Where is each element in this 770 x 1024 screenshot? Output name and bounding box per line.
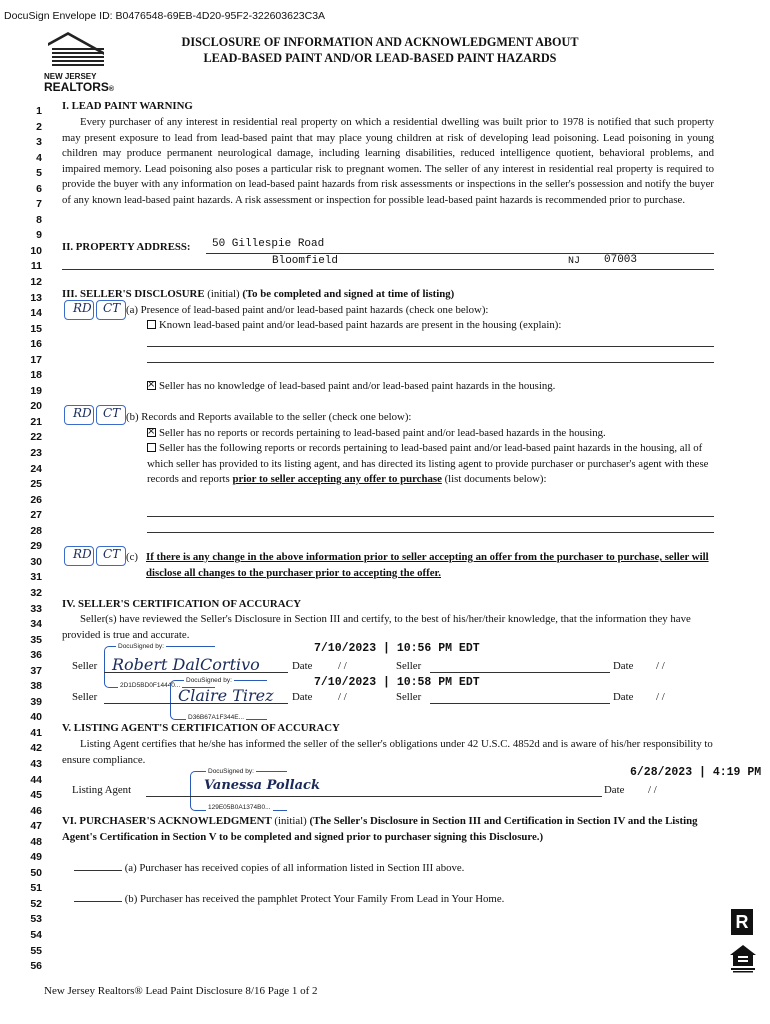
initial-seller2-c: CT	[103, 547, 121, 561]
section3-b-opt2-a: Seller has the following reports or records pertaining to lead-based paint and/or lead-based paint hazards in the housing, all of which seller has provided to its listing agent, and has directed its listing agent to provide purchaser or purchaser's agent with these records and reports	[147, 442, 709, 485]
initial-box-seller2-a[interactable]	[96, 300, 126, 320]
line-number: 15	[30, 322, 42, 335]
seller3-date-slashes: / /	[656, 660, 665, 672]
seller4-date-slashes: / /	[656, 691, 665, 703]
explain-line2	[147, 361, 714, 363]
seller3-signature-line[interactable]	[430, 672, 610, 673]
agent-date-label: Date	[604, 784, 625, 796]
line-number: 26	[30, 493, 42, 506]
page-footer: New Jersey Realtors® Lead Paint Disclosure 8/16 Page 1 of 2	[44, 985, 318, 997]
initial-box-seller1-b[interactable]	[64, 405, 94, 425]
line-number: 23	[30, 447, 42, 460]
line-number: 44	[30, 773, 42, 786]
initial-seller1-a: RD	[73, 301, 92, 315]
explain-line1	[147, 345, 714, 347]
seller3-label: Seller	[396, 660, 422, 672]
line-number: 34	[30, 618, 42, 631]
address-city[interactable]: Bloomfield	[272, 255, 339, 267]
section4-text: Seller(s) have reviewed the Seller's Disclosure in Section III and certify, to the best of his/her/their knowledge, that the information they have provided is true and accurate.	[62, 613, 691, 641]
seller1-signature: Robert DalCortivo	[112, 655, 260, 674]
line-number: 12	[30, 276, 42, 289]
line-number: 8	[36, 213, 42, 226]
line-number: 17	[30, 353, 42, 366]
line-number: 28	[30, 524, 42, 537]
line-number: 38	[30, 680, 42, 693]
address-street[interactable]: 50 Gillespie Road	[212, 238, 325, 250]
section3-b-opt1: Seller has no reports or records pertaining to lead-based paint and/or lead-based hazards in the housing.	[159, 427, 606, 439]
section5-text: Listing Agent certifies that he/she has informed the seller of the seller's obligations under 42 U.S.C. 4852d and is aware of his/her responsibility to ensure compliance.	[62, 738, 713, 766]
purchaser-initial-b[interactable]	[74, 901, 122, 902]
line-number: 35	[30, 633, 42, 646]
seller4-date-label: Date	[613, 691, 634, 703]
section6-a-row	[74, 861, 464, 877]
line-number: 22	[30, 431, 42, 444]
line-number: 49	[30, 851, 42, 864]
initial-box-seller1-c[interactable]	[64, 546, 94, 566]
section3-b-opt1-row	[147, 426, 606, 442]
line-number: 33	[30, 602, 42, 615]
logo-line2: REALTORS	[44, 80, 109, 94]
agent-docusigned-label: DocuSigned by:	[208, 768, 254, 775]
section2-heading: II. PROPERTY ADDRESS:	[62, 241, 191, 253]
checkbox-b-no-reports[interactable]	[147, 428, 156, 437]
line-number: 6	[36, 182, 42, 195]
logo-mark: ®	[108, 86, 115, 93]
initial-seller1-c: RD	[73, 547, 92, 561]
initial-box-seller2-c[interactable]	[96, 546, 126, 566]
envelope-id: DocuSign Envelope ID: B0476548-69EB-4D20-95F2-322603623C3A	[4, 10, 326, 22]
line-number: 21	[30, 415, 42, 428]
line-number: 40	[30, 711, 42, 724]
initial-seller1-b: RD	[73, 406, 92, 420]
section3-c-label: (c)	[126, 551, 138, 563]
section3-a-opt1-row	[147, 318, 561, 334]
agent-date-slashes: / /	[648, 784, 657, 796]
section3-heading: III. SELLER'S DISCLOSURE	[62, 288, 205, 300]
doc-title-line2: LEAD-BASED PAINT AND/OR LEAD-BASED PAINT HAZARDS	[203, 51, 557, 65]
section3-b-label: (b) Records and Reports available to the seller (check one below):	[126, 411, 412, 423]
seller2-date-slashes: / /	[338, 691, 347, 703]
line-number: 3	[36, 136, 42, 149]
line-number: 9	[36, 229, 42, 242]
line-number: 4	[36, 151, 42, 164]
seller2-signature: Claire Tirez	[178, 686, 274, 705]
seller1-signature-id: 2D1D5BD0F14440...	[120, 682, 181, 689]
section3-a-opt1: Known lead-based paint and/or lead-based paint hazards are present in the housing (explain):	[159, 319, 562, 331]
line-number: 16	[30, 338, 42, 351]
checkbox-a-no-knowledge[interactable]	[147, 381, 156, 390]
line-number: 5	[36, 167, 42, 180]
line-number: 1	[36, 105, 42, 117]
seller2-signed-date: 7/10/2023 | 10:58 PM EDT	[314, 676, 480, 689]
line-number: 51	[30, 882, 42, 895]
section3-b-opt2-row	[147, 441, 714, 488]
section3-heading-suffix: (initial)	[207, 288, 240, 300]
line-number: 24	[30, 462, 42, 475]
line-number: 47	[30, 820, 42, 833]
section6-a: (a) Purchaser has received copies of all information listed in Section III above.	[124, 862, 465, 874]
line-number: 11	[30, 260, 42, 273]
line-number: 18	[30, 369, 42, 382]
line-number: 43	[30, 757, 42, 770]
section6-heading: VI. PURCHASER'S ACKNOWLEDGMENT	[62, 815, 272, 827]
purchaser-initial-a[interactable]	[74, 870, 122, 871]
section6-b: (b) Purchaser has received the pamphlet Protect Your Family From Lead in Your Home.	[124, 893, 505, 905]
equal-housing-opportunity-icon	[729, 944, 757, 974]
line-number: 20	[30, 400, 42, 413]
section1-heading: I. LEAD PAINT WARNING	[62, 100, 193, 112]
line-number: 27	[30, 509, 42, 522]
section3-a-label: (a) Presence of lead-based paint and/or lead-based paint hazards (check one below):	[126, 304, 489, 316]
initial-box-seller1-a[interactable]	[64, 300, 94, 320]
address-zip[interactable]: 07003	[604, 254, 638, 266]
checkbox-b-has-reports[interactable]	[147, 443, 156, 452]
address-line1	[206, 252, 714, 254]
realtor-r-icon: R	[731, 909, 753, 935]
seller2-signature-id: D36B67A1F344E...	[188, 714, 245, 721]
section5-heading: V. LISTING AGENT'S CERTIFICATION OF ACCURACY	[62, 722, 340, 734]
address-state[interactable]: NJ	[568, 256, 581, 267]
line-number: 39	[30, 695, 42, 708]
seller3-date-label: Date	[613, 660, 634, 672]
section4-heading: IV. SELLER'S CERTIFICATION OF ACCURACY	[62, 598, 302, 610]
doc-title-line1: DISCLOSURE OF INFORMATION AND ACKNOWLEDGMENT ABOUT	[181, 35, 579, 49]
seller4-signature-line[interactable]	[430, 703, 610, 704]
line-number: 7	[36, 198, 42, 211]
line-number: 37	[30, 664, 42, 677]
seller2-date-label: Date	[292, 691, 313, 703]
line-number: 55	[30, 944, 42, 957]
checkbox-a-known[interactable]	[147, 320, 156, 329]
line-number: 19	[30, 384, 42, 397]
logo-line1: NEW JERSEY	[44, 72, 97, 81]
line-number: 46	[30, 804, 42, 817]
seller2-docusigned-label: DocuSigned by:	[186, 677, 232, 684]
line-number: 50	[30, 866, 42, 879]
section1-text: Every purchaser of any interest in residential real property on which a residential dwelling was built prior to 1978 is notified that such property may present exposure to lead from lead-based paint that may place young children at risk of developing lead poisoning. Lead poisoning in young children may produce permanent neurological damage, including learning disabilities, reduced intelligence quotient, behavioral problems, and impaired memory. Lead poisoning also poses a particular risk to pregnant women. The seller of any interest in residential real property is required to provide the buyer with any information on lead-based paint hazards from risk assessments or inspections in the seller's possession and notify the buyer of any known lead-based paint hazards. A risk assessment or inspection for possible lead-based paint hazards is recommended prior to purchase.	[62, 116, 714, 206]
section6-heading-suffix: (initial)	[274, 815, 307, 827]
nj-realtors-logo	[40, 30, 115, 95]
agent-signed-date: 6/28/2023 | 4:19 PM	[630, 766, 762, 779]
section3-c-text: If there is any change in the above information prior to seller accepting an offer from the purchaser to purchase, seller will disclose all changes to the purchaser prior to accepting the offer.	[146, 551, 709, 579]
line-number: 45	[30, 789, 42, 802]
line-number: 29	[30, 540, 42, 553]
line-number: 42	[30, 742, 42, 755]
section6-heading-bold: (The Seller's Disclosure in Section III and Certification in Section IV and the Listing Agent's Certification in Section V to be completed and signed prior to purchaser signing this Disclosure.)	[62, 815, 698, 843]
seller1-signed-date: 7/10/2023 | 10:56 PM EDT	[314, 642, 480, 655]
seller1-date-label: Date	[292, 660, 313, 672]
line-number: 48	[30, 835, 42, 848]
initial-seller2-a: CT	[103, 301, 121, 315]
agent-signature-line	[146, 796, 602, 797]
line-number: 56	[30, 960, 42, 973]
line-number: 2	[36, 120, 42, 133]
line-number: 30	[30, 555, 42, 568]
address-line2	[62, 268, 714, 270]
section6-heading-row	[62, 814, 714, 845]
seller4-label: Seller	[396, 691, 422, 703]
line-number: 25	[30, 478, 42, 491]
section3-b-opt2-b: prior to seller accepting any offer to purchase	[232, 473, 442, 485]
seller2-label: Seller	[72, 691, 98, 703]
line-number: 32	[30, 586, 42, 599]
line-number: 53	[30, 913, 42, 926]
section3-a-opt2: Seller has no knowledge of lead-based paint and/or lead-based paint hazards in the housing.	[159, 380, 556, 392]
line-number: 36	[30, 649, 42, 662]
agent-label: Listing Agent	[72, 784, 132, 796]
section3-b-opt2-c: (list documents below):	[444, 473, 547, 485]
documents-line1	[147, 515, 714, 517]
line-number: 41	[30, 726, 42, 739]
agent-signature-id: 129E05B0A1374B0...	[208, 804, 271, 811]
initial-box-seller2-b[interactable]	[96, 405, 126, 425]
seller1-label: Seller	[72, 660, 98, 672]
line-number: 54	[30, 928, 42, 941]
line-number: 10	[30, 244, 42, 257]
documents-line2	[147, 531, 714, 533]
section3-a-opt2-row	[147, 379, 555, 395]
agent-signature: Vanessa Pollack	[204, 778, 320, 793]
seller1-date-slashes: / /	[338, 660, 347, 672]
initial-seller2-b: CT	[103, 406, 121, 420]
line-number: 31	[30, 571, 42, 584]
line-number: 13	[30, 291, 42, 304]
seller1-docusigned-label: DocuSigned by:	[118, 643, 164, 650]
line-numbers	[22, 104, 42, 975]
section6-b-row	[74, 892, 504, 908]
section3-heading-bold: (To be completed and signed at time of listing)	[242, 288, 455, 300]
line-number: 14	[30, 307, 42, 320]
line-number: 52	[30, 897, 42, 910]
